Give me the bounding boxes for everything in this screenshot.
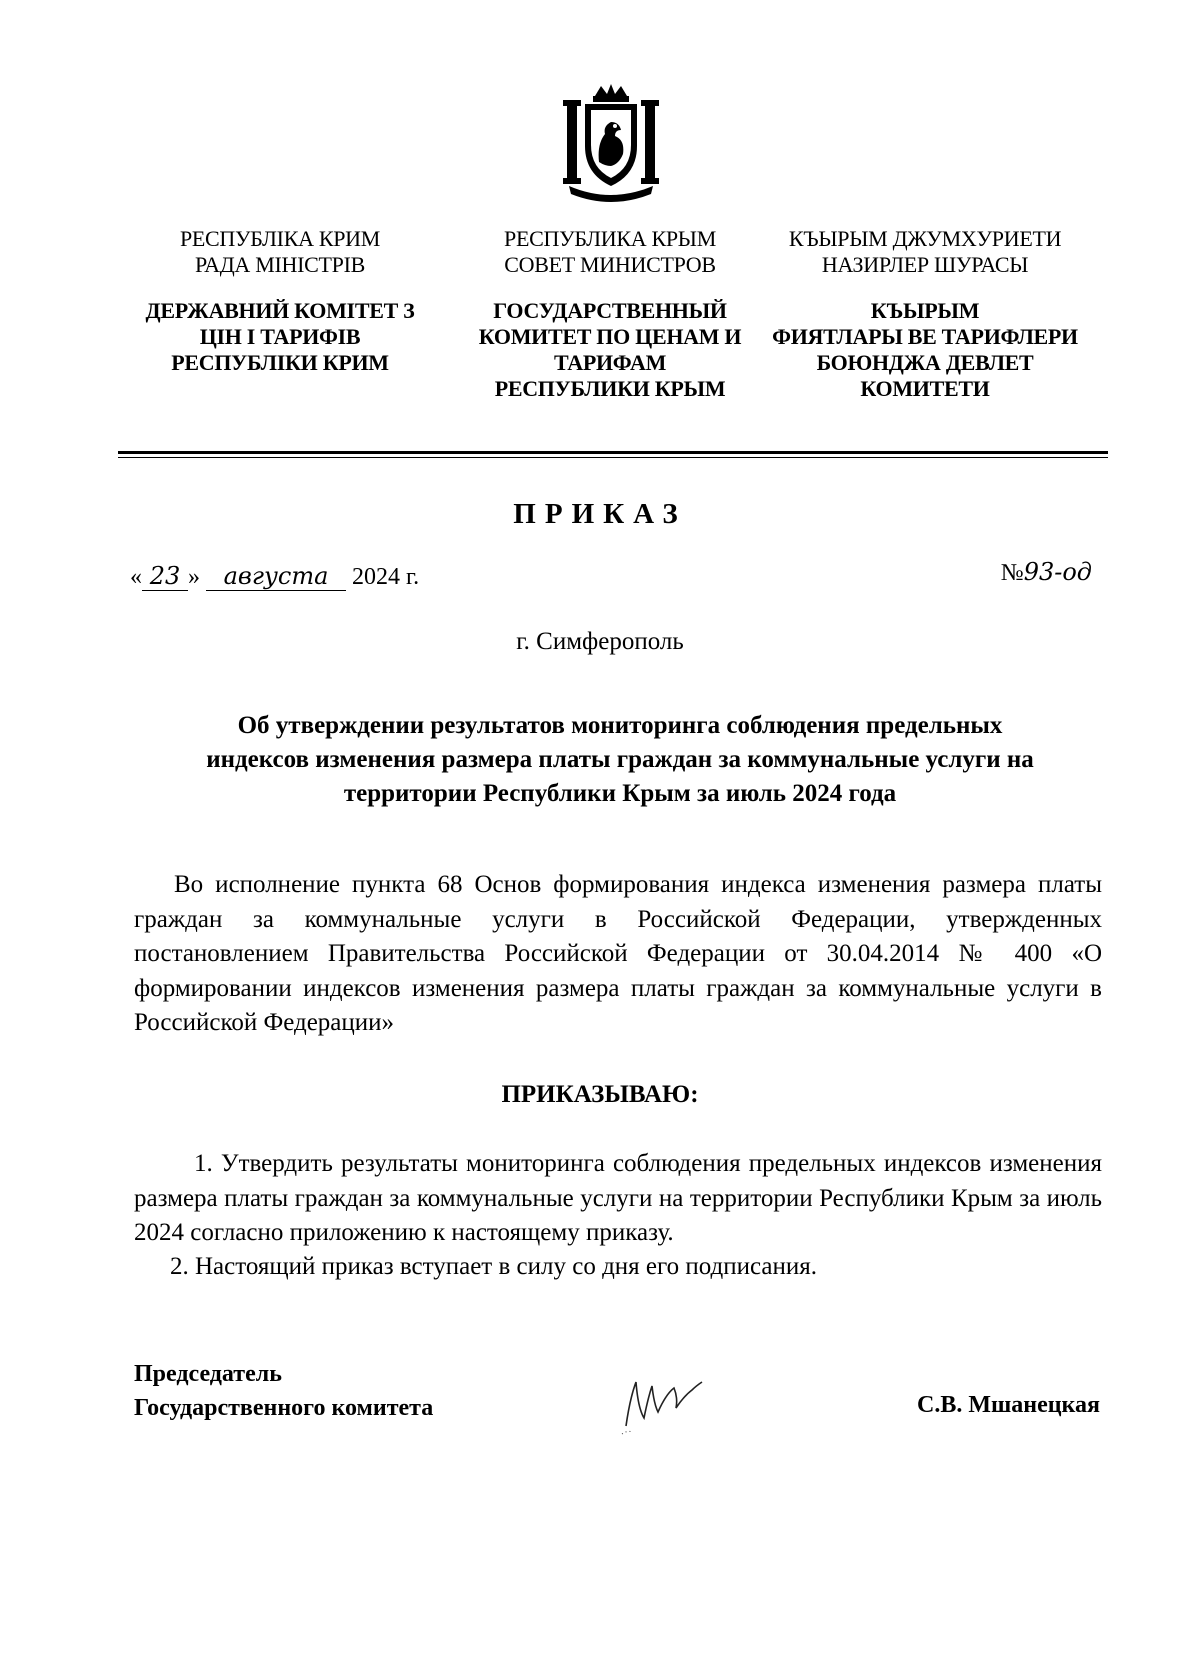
ru-committee-name: ГОСУДАРСТВЕННЫЙ КОМИТЕТ ПО ЦЕНАМ И ТАРИФАМ РЕСПУБЛИКИ КРЫМ	[478, 298, 742, 401]
crh-government-name: КЪЫРЫМ ДЖУМХУРИЕТИ НАЗИРЛЕР ШУРАСЫ	[788, 226, 1062, 277]
date-open-quote: «	[130, 564, 142, 590]
ua-committee-name: ДЕРЖАВНИЙ КОМІТЕТ З ЦІН І ТАРИФІВ РЕСПУБЛІКИ КРИМ	[145, 298, 415, 375]
ua-government-name: РЕСПУБЛІКА КРИМ РАДА МІНІСТРІВ	[179, 226, 381, 277]
order-word: ПРИКАЗЫВАЮ:	[501, 1081, 699, 1108]
header-divider-thin	[118, 457, 1108, 458]
order-item: 1. Утвердить результаты мониторинга соблюдения предельных индексов изменения размера платы граждан за коммунальные услуги на территории Республики Крым за июль 2024 согласно приложению к настоящему приказу.	[134, 1150, 1102, 1246]
handwritten-signature-icon	[618, 1368, 718, 1438]
date-month-handwritten: августа	[206, 562, 346, 591]
crimea-coat-of-arms-icon	[555, 82, 667, 202]
number-handwritten: 93-од	[1023, 558, 1092, 586]
document-date	[130, 562, 419, 591]
date-close-quote: »	[188, 564, 200, 590]
ru-government-name: РЕСПУБЛИКА КРЫМ СОВЕТ МИНИСТРОВ	[504, 226, 716, 277]
document-number	[1001, 558, 1092, 587]
header-ukrainian	[130, 226, 430, 376]
basis-paragraph: Во исполнение пункта 68 Основ формирования индекса изменения размера платы граждан за коммунальные услуги в Российской Федерации, утвержденных постановлением Правительства Российской Федерации от 30.04.2014 № 400 «О формировании индексов изменения размера платы граждан за коммунальные услуги в Российской Федерации»	[134, 871, 1102, 1036]
document-subject	[160, 709, 1080, 811]
header-divider-thick	[118, 451, 1108, 454]
document-type-title: ПРИКАЗ	[513, 498, 687, 530]
header-russian	[465, 226, 755, 402]
order-item: 2. Настоящий приказ вступает в силу со дня его подписания.	[170, 1253, 818, 1280]
signatory-position: Председатель Государственного комитета	[134, 1361, 434, 1421]
header-crimean-tatar	[760, 226, 1090, 402]
crh-committee-name: КЪЫРЫМ ФИЯТЛАРЫ ВЕ ТАРИФЛЕРИ БОЮНДЖА ДЕВЛЕТ КОМИТЕТИ	[772, 298, 1078, 401]
document-city: г. Симферополь	[516, 628, 684, 655]
signatory-name: С.В. Мшанецкая	[916, 1392, 1100, 1418]
subject-line: индексов изменения размера платы граждан за коммунальные услуги на	[206, 746, 1034, 773]
subject-line: территории Республики Крым за июль 2024 года	[343, 780, 897, 807]
date-year: 2024 г.	[352, 564, 420, 590]
subject-line: Об утверждении результатов мониторинга соблюдения предельных	[237, 712, 1003, 739]
date-day-handwritten: 23	[142, 562, 188, 591]
number-prefix: №	[1000, 560, 1024, 586]
